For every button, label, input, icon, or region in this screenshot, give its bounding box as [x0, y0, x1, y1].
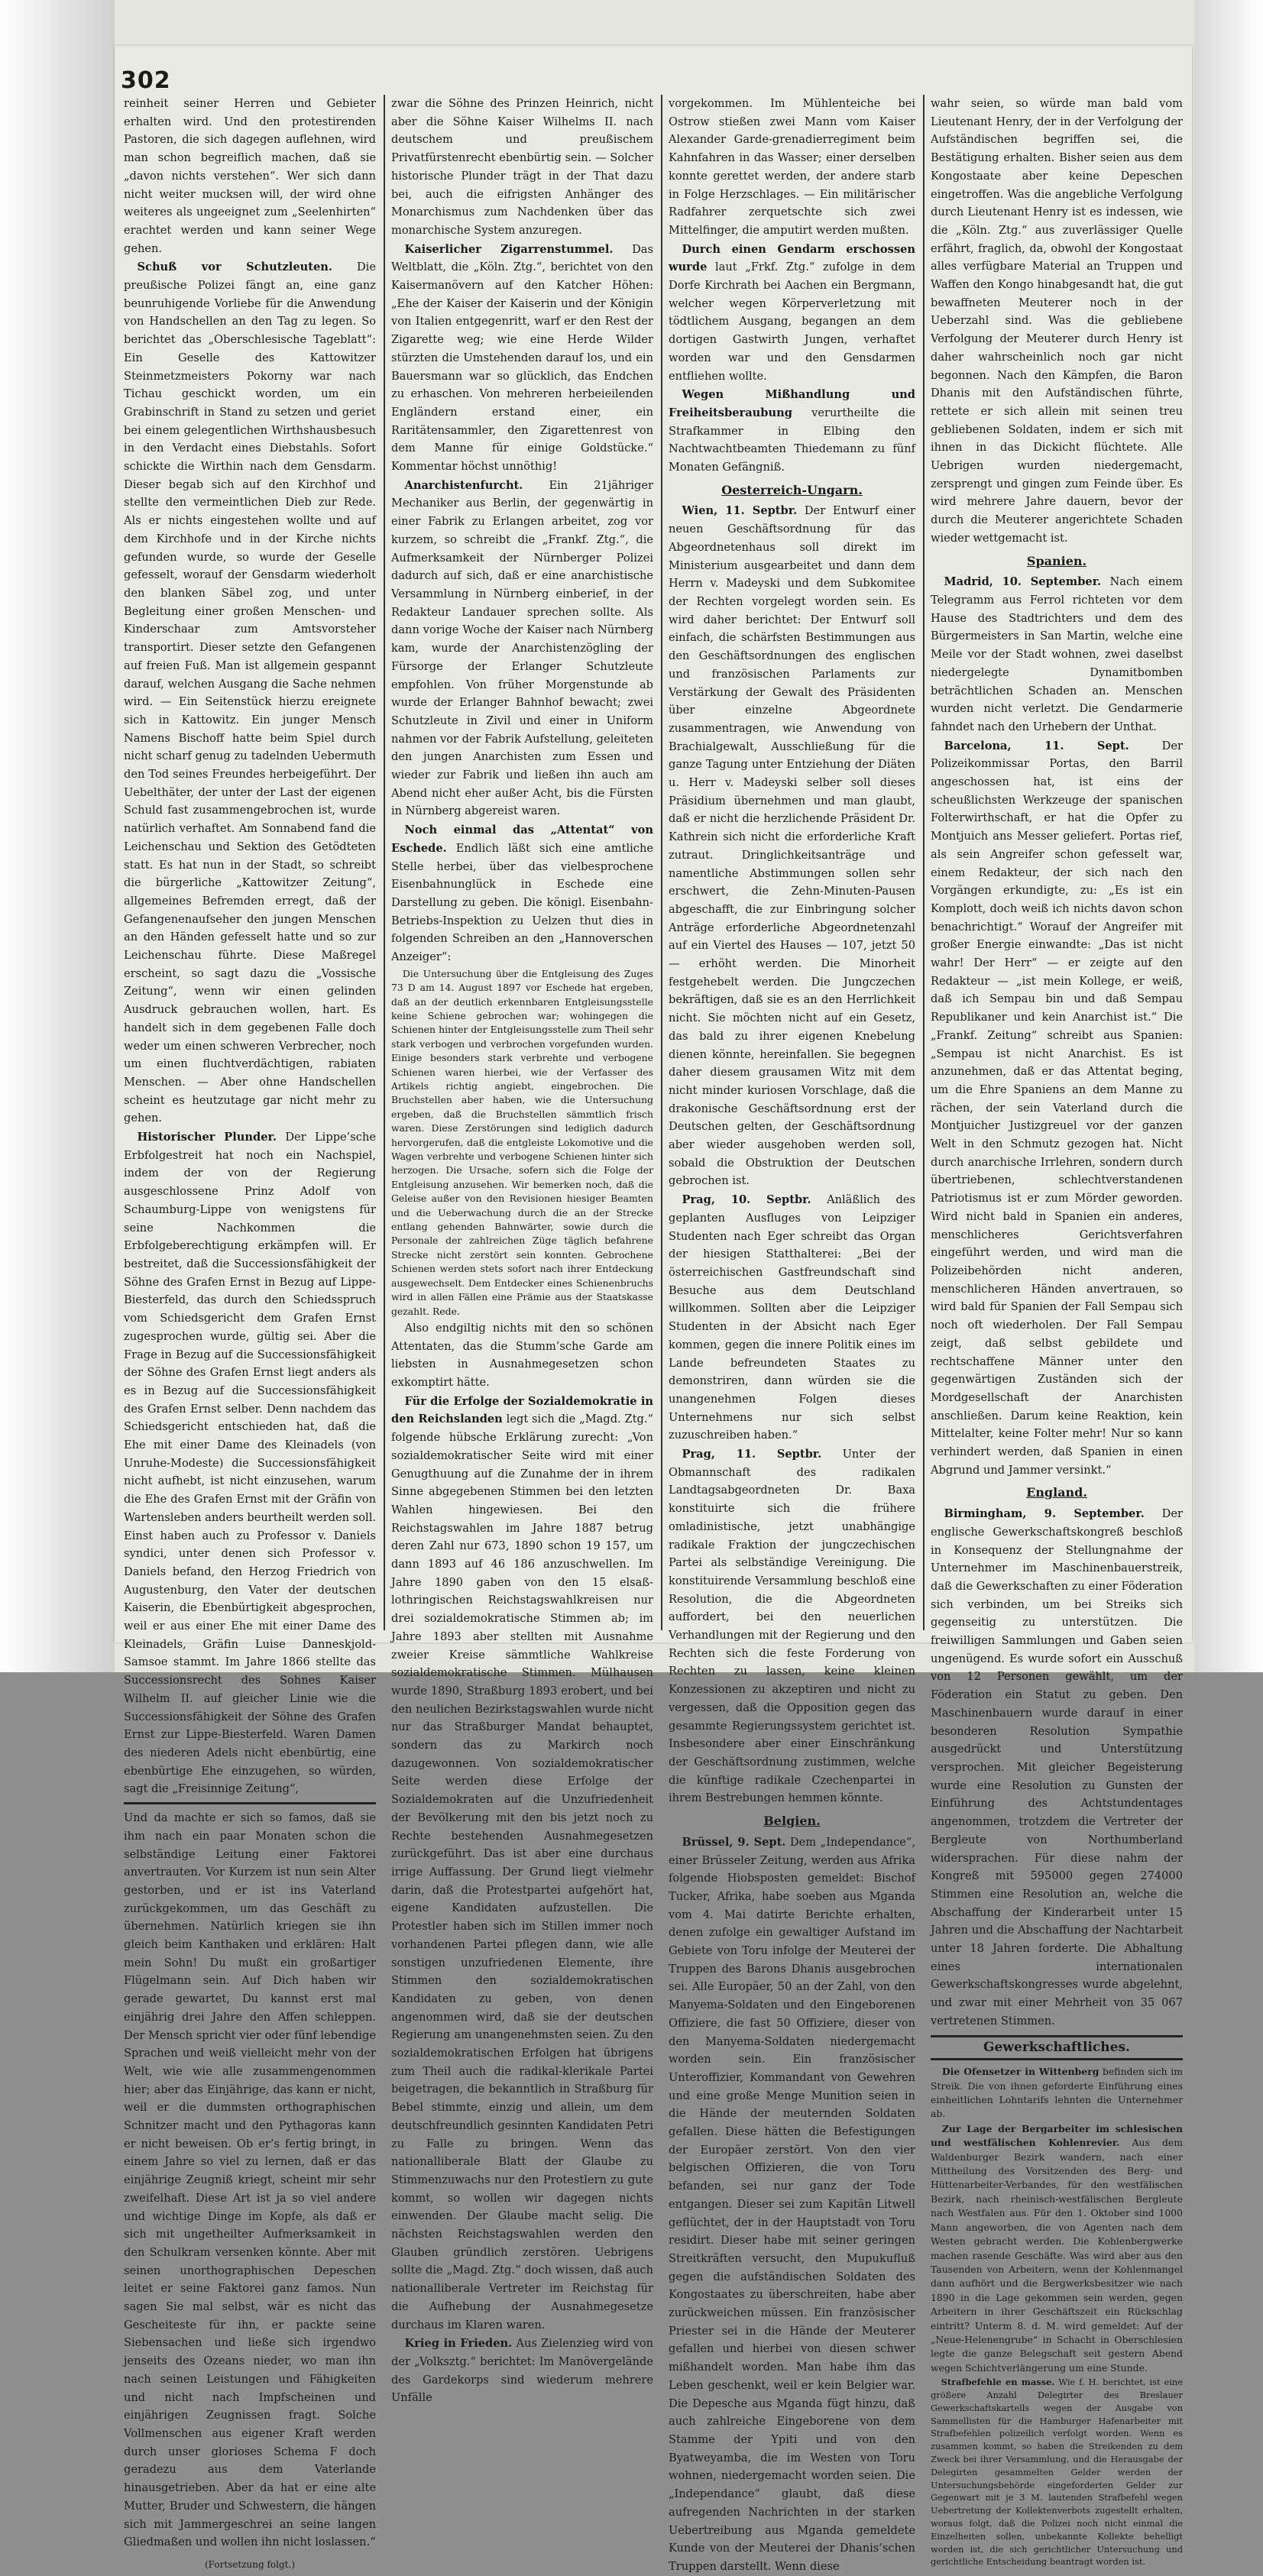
section-heading: England.: [1026, 1485, 1087, 1500]
article-body: Endlich läßt sich eine amtliche Stelle herbei, über das vielbesprochene Eisenbahnunglück in Eschede eine Darstellung zu geben. Die königl. Eisenbahn-Betriebs-Inspektion zu Uelzen thut dies in folgenden Schreiben an den „Hannoverschen Anzeiger“:: [391, 841, 653, 964]
dispatch: [669, 1191, 915, 1445]
article-paragraph: [391, 1393, 653, 2335]
section-heading: Spanien.: [1026, 553, 1087, 568]
paragraph: wahr seien, so würde man bald vom Lieutenant Henry, der in der Verfolgung der Aufständischen begriffen sei, die Bestätigung erhalten. Bisher seien aus dem Kongostaate aber keine Depeschen eingetroffen. Was die angebliche Verfolgung durch Lieutenant Henry ist es indessen, wie die „Köln. Ztg.“ aus zuverlässiger Quelle erfährt, fraglich, da, obwohl der Kongostaat alles verfügbare Material an Truppen und Waffen den Kongo hinabgesandt hat, die gut bewaffneten Meuterer noch in der Ueberzahl sind. Was die gebliebene Verfolgung der Meuterer durch Henry ist daher wahrscheinlich noch gar nicht begonnen. Nach den Kämpfen, die Baron Dhanis mit den Aufständischen führte, rettete er sich allein mit seinen treu gebliebenen Soldaten, indem er sich mit ihnen in das Dickicht flüchtete. Alle Uebrigen wurden niedergemacht, zersprengt und gingen zum Feinde über. Es wird mehrere Jahre dauern, bevor der durch die Meuterer angerichtete Schaden wieder wettgemacht ist.: [931, 97, 1183, 545]
column-rule: [384, 95, 385, 1630]
column-rule: [661, 95, 662, 1630]
item-body: Wie f. H. berichtet, ist eine größere Anzahl Delegirter des Breslauer Gewerkschaftskartells wegen der Ausgabe von Sammellisten für die Hamburger Hafenarbeiter mit Strafbefehlen polizeilich verfolgt worden. Wenn es zusammen kommt, so haben die Streikenden zu dem Zweck bei ihrer Versammlung, und die Herausgabe der Delegirten gesammelten Gelder werden der Untersuchungsbehörde eingeforderten Gelder zur Gegenwart mit je 3 M. lautenden Strafbefehl wegen Uebertretung der Kollektenverbots zugestellt erhalten, woraus folgt, daß die Polizei noch nicht einmal die Einzelheiten sollen, unbekannte Kollekte behelligt worden ist, die sich gerichtlicher Untersuchung und gerichtliche Entscheidung beantragt worden ist.: [931, 2377, 1184, 2568]
quoted-notice: Die Untersuchung über die Entgleisung des Zuges 73 D am 14. August 1897 vor Eschede hat ergeben, daß an der deutlich erkennbaren Entgleisungsstelle keine Schiene gebrochen war; wohingegen die Schienen hinter der Entgleisungsstelle zum Theil sehr stark verbogen und verbrochen vorgefunden wurden. Einige besonders stark verbrehte und verbogene Schienen waren hierbei, wie der Verfasser des Artikels richtig angiebt, eingebrochen. Die Bruchstellen aber haben, wie die Untersuchung ergeben, daß die Bruchstellen sämmtlich frisch waren. Diese Zerstörungen sind lediglich dadurch hervorgerufen, daß die entgleiste Lokomotive und die Wagen verbrehte und verbogene Schienen hinter sich herzogen. Die Ursache, sofern sich die Folge der Entgleisung anzusehen. Wir bemerken noch, daß die Geleise außer von den Revisionen hiesiger Beamten und die Ueberwachung durch die an der Strecke entlang gehenden Bahnwärter, sowie durch die Personale der zahlreichen Züge täglich befahrene Strecke nicht zerstört sein konnten. Gebrochene Schienen werden stets sofort nach ihrer Entdeckung ausgewechselt. Dem Entdecker eines Schienenbruchs wird in allen Fällen eine Prämie aus der Staatskasse gezahlt. Rede.: [391, 967, 653, 1317]
news-item: [931, 2122, 1183, 2375]
article-body: Die preußische Polizei fängt an, eine ganz beunruhigende Vorliebe für die Anwendung von Handschellen an den Tag zu legen. So berichtet das „Oberschlesische Tageblatt“: Ein Geselle des Kattowitzer Steinmetzmeisters Pokorny war nach Tichau geschickt worden, um ein Grabinschrift in Stand zu setzen und geriet bei einem gelegentlichen Wirthshausbesuch in den Verdacht eines Diebstahls. Sofort schickte die Wirthin nach dem Gensdarm. Dieser begab sich auf den Kirchhof und stellte den vermeintlichen Dieb zur Rede. Als er nichts eingestehen wollte und auf dem Kirchhofe und in der Kirche nichts gefunden wurde, so wurde der Geselle gefesselt, worauf der Gensdarm wiederholt den blanken Säbel zog, und unter Begleitung einer großen Menschen- und Kinderschaar zum Amtsvorsteher transportirt. Dieser setzte den Gefangenen auf freien Fuß. Man ist allgemein gespannt darauf, welchen Ausgang die Sache nehmen wird. — Ein Seitenstück hierzu ereignete sich in Kattowitz. Ein junger Mensch Namens Bischoff hatte beim Spiel durch nicht scharf genug zu tadelnden Uebermuth den Tod seines Freundes herbeigeführt. Der Uebelthäter, der unter der Last der eigenen Schuld fast zusammengebrochen ist, wurde natürlich verhaftet. Am Sonnabend fand die Leichenschau und Sektion des Getödteten statt. Es hat nun in der Stadt, so schreibt die bürgerliche „Kattowitzer Zeitung“, allgemeines Befremden erregt, daß der Gefangenenaufseher den jungen Menschen an den Händen gefesselt hatte und so zur Leichenschau führte. Diese Maßregel erscheint, so sagt dazu die „Vossische Zeitung“, wenn wir einen gelinden Ausdruck gebrauchen wollen, hart. Es handelt sich in dem gegebenen Falle doch weder um einen schweren Verbrecher, noch um einen fluchtverdächtigen, rabiaten Menschen. — Aber ohne Handschellen scheint es heutzutage gar nicht mehr zu gehen.: [124, 261, 376, 1125]
article-body: Ein 21jähriger Mechaniker aus Berlin, der gegenwärtig in einer Fabrik zu Erlangen arbeitet, zog vor kurzem, so schreibt die „Frankf. Ztg.“, die Aufmerksamkeit der Nürnberger Polizei dadurch auf sich, daß er eine anarchistische Versammlung in Nürnberg einberief, in der Redakteur Landauer sprechen sollte. Als dann vorige Woche der Kaiser nach Nürnberg kam, wurde der Anarchistenzögling der Fürsorge der Erlanger Schutzleute empfohlen. Von früher Morgenstunde ab wurde der Erlanger Bahnhof bewacht; zwei Schutzleute in Zivil und einer in Uniform nahmen vor der Fabrik Aufstellung, geleiteten den jungen Anarchisten zum Essen und wieder zur Fabrik und ließen ihn auch am Abend nicht eher außer Acht, bis die Fürsten in Nürnberg abgereist waren.: [391, 478, 653, 818]
dateline: Barcelona, 11. Sept.: [944, 739, 1129, 752]
item-headline: Zur Lage der Bergarbeiter im schlesischen und westfälischen Kohlenrevier.: [931, 2122, 1183, 2149]
dispatch: [931, 737, 1183, 1480]
dispatch-body: Der Entwurf einer neuen Geschäftsordnung für das Abgeordnetenhaus soll direkt im Ministerium ausgearbeitet und dann dem Herrn v. Madeyski und dem Subkomitee der Rechten vorgelegt worden sein. Es wird daher berichtet: Der Entwurf soll einfach, die schärfsten Bestimmungen aus den Geschäftsordnungen des englischen und französischen Parlaments zur Verstärkung der Gewalt des Präsidenten über einzelne Abgeordnete zusammentragen, wie Anwendung von Brachialgewalt, Ausschließung für die ganze Tagung unter Entziehung der Diäten u. Herr v. Madeyski selber soll dieses Präsidium übernehmen und man glaubt, daß er nicht die herzlichende Präsident Dr. Kathrein sich nicht die erforderliche Kraft zutraut. Dringlichkeitsanträge und namentliche Abstimmungen sollen sehr erschwert, die Zehn-Minuten-Pausen abgeschafft, die zur Einbringung solcher Anträge erforderliche Abgeordnetenzahl auf ein Viertel des Hauses — 107, jetzt 50 — erhöht werden. Die Minorheit festgehebelt werden. Die Jungczechen bekräftigen, daß sie es an den Herrlichkeit nicht. Sie möchten nicht auf ein Gesetz, das bald zu ihrer eigenen Knebelung dienen könnte, hereinfallen. Sie begegnen daher diesem grausamen Witz mit dem nicht minder kuriosen Vorschlage, daß die drakonische Geschäftsordnung erst der Deutschen gelten, der Geschäftsordnung aber wieder ausgehoben werden soll, sobald die Obstruktion der Deutschen gebrochen ist.: [669, 504, 916, 1188]
article-body: verurtheilte die Strafkammer in Elbing den Nachtwachtbeamten Thiedemann zu fünf Monaten Gefängniß.: [669, 406, 915, 474]
article-paragraph: [391, 2335, 653, 2407]
item-body: befinden sich im Streik. Die von ihnen geforderte Einführung eines einheitlichen Lohntarifs lehnten die Unternehmer ab.: [931, 2066, 1183, 2120]
dateline: Wien, 11. Septbr.: [682, 504, 798, 518]
article-body: legt sich die „Magd. Ztg.“ folgende hübsche Erklärung zurecht: „Von sozialdemokratischer Seite wird mit einer Genugthuung auf die Zunahme der in ihrem Sinne abgegebenen Stimmen bei den letzten Wahlen hingewiesen. Bei den Reichstagswahlen im Jahre 1887 betrug deren Zahl nur 673, 1890 schon 19 157, um dann 1893 auf 46 186 anzuschwellen. Im Jahre 1890 gaben von den 15 elsaß-lothringischen Reichstagswahlkreisen nur drei sozialdemokratische Stimmen ab; im Jahre 1893 aber stellten mit Ausnahme zweier Kreise sämmtliche Wahlkreise sozialdemokratische Stimmen. Mülhausen wurde 1890, Straßburg 1893 erobert, und bei den neulichen Bezirkstagswahlen wurde nicht nur das Straßburger Mandat behauptet, sondern das zu Markirch noch dazugewonnen. Von sozialdemokratischer Seite werden diese Erfolge der Sozialdemokraten auf die Unzufriedenheit der Bevölkerung mit den bis jetzt noch zu Rechte bestehenden Ausnahmegesetzen zurückgeführt. Das ist aber eine durchaus irrige Auffassung. Der Grund liegt vielmehr darin, daß die Protestpartei aufgehört hat, eigene Kandidaten aufzustellen. Die Protestler haben sich im Stillen immer noch vorhandenen Partei pflegen dann, wie alle sonstigen unzufriedenen Elemente, ihre Stimmen den sozialdemokratischen Kandidaten zu geben, von denen angenommen wird, daß sie der deutschen Regierung am unangenehmsten seien. Zu den sozialdemokratischen Erfolgen hat übrigens zum Theil auch die radikal-klerikale Partei beigetragen, die bekanntlich in Straßburg für Bebel stimmte, einzig und allein, um dem deutschfreundlich gesinnten Kandidaten Petri zu Falle zu bringen. Wenn das nationalliberale Blatt der Glaube zu Stimmenzuwachs nur den Protestlern zu gute kommt, so wollen wir dagegen nichts einwenden. Der Glaube macht selig. Die nächsten Reichstagswahlen werden den Glauben gründlich zerstören. Uebrigens sollte die „Magd. Ztg.“ doch wissen, daß auch nationalliberale Vertreter im Reichstag für die Aufhebung der Ausnahmegesetze durchaus im Klaren waren.: [391, 1413, 654, 2332]
article-headline: Noch einmal das „Attentat“ von Eschede.: [391, 824, 653, 855]
article-body: Der Lippe’sche Erbfolgestreit hat noch ein Nachspiel, indem der von der Regierung ausgeschlossene Prinz Adolf von Schaumburg-Lippe von wenigstens für seine Nachkommen die Erbfolgeberechtigung erkämpfen will. Er bestreitet, daß die Successionsfähigkeit der Söhne des Grafen Ernst in Bezug auf Lippe-Biesterfeld, das durch den Schiedsspruch vom Schiedsgericht dem Grafen Ernst zugesprochen wurde, gültig sei. Aber die Frage in Bezug auf die Successionsfähigkeit der Söhne des Grafen Ernst liegt anders als es in Bezug auf die Successionsfähigkeit des Grafen Ernst selber. Denn nachdem das Schiedsgericht entschieden hat, daß die Ehe mit einer Dame des Kleinadels (von Unruhe-Modeste) die Successionsfähigkeit nicht aufhebt, ist nicht einzusehen, warum die Ehe des Grafen Ernst mit der Gräfin von Wartensleben anders beurtheilt werden soll. Einst haben auch zu Professor v. Daniels syndici, unter denen sich Professor v. Daniels befand, den Herzog Friedrich von Augustenburg, den Vater der deutschen Kaiserin, die Ebenbürtigkeit abgesprochen, weil er aus einer Ehe mit einer Dame des Kleinadels, Gräfin Luise Danneskjold-Samsoe stammt. Im Jahre 1866 stellte das Successionsrecht des Sohnes Kaiser Wilhelm II. auf gleicher Linie wie die Successionsfähigkeit der Söhne des Grafen Ernst zur Lippe-Biesterfeld. Waren Damen des niederen Adels nicht ebenbürtig, eine ebenbürtige Ehe einzugehen, so würden, sagt die „Freisinnige Zeitung“,: [124, 1131, 377, 1796]
article-headline: Schuß vor Schutzleuten.: [137, 261, 332, 274]
dispatch: [669, 1833, 915, 2576]
item-body: Aus dem Waldenburger Bezirk wandern, nach einer Mittheilung des Vorsitzenden des Berg- und Hüttenarbeiter-Verbandes, für den westfälischen Bezirk, nach rheinisch-westfälischen Bergleute nach Westfalen aus. Für den 1. Oktober sind 1000 Mann angeworben, die von Agenten nach dem Westen gebracht werden. Die Kohlenbergwerke machen rasende Geschäfte. Was wird aber aus den Tausenden von Arbeitern, wenn der Kohlenmangel dann aufhört und die Bergwerksbesitzer wie nach 1890 in die Lage gekommen sein werden, gegen Arbeitern in ihrer Geschäftszeit ein Rückschlag eintritt? Unterm 8. d. M. wird gemeldet: Auf der „Neue-Helenengrube“ in Schacht in Oberschlesien legte die ganze Belegschaft seit gestern Abend wegen Schichtverlängerung um eine Stunde.: [931, 2137, 1183, 2374]
dispatch-body: Dem „Independance“, einer Brüsseler Zeitung, werden aus Afrika folgende Hiobsposten gemeldet: Bischof Tucker, Afrika, habe soeben aus Mganda vom 4. Mai datirte Berichte erhalten, denen zufolge ein gewaltiger Aufstand im Gebiete von Toru infolge der Meuterei der Truppen des Barons Dhanis ausgebrochen sei. Alle Europäer, 50 an der Zahl, von den Manyema-Soldaten und den Eingeborenen Offiziere, die fast 50 Offiziere, dieser von den Manyema-Soldaten niedergemacht worden sein. Ein französischer Unteroffizier, Kommandant von Gewehren und eine große Menge Munition seien in die Hände der meuternden Soldaten gefallen. Diese hätten die Befestigungen der Europäer zerstört. Von den vier belgischen Offizieren, die von Toru befanden, sei nur ganz der Tode entgangen. Dieser sei zum Kapitän Litwell geflüchtet, der in der Hauptstadt von Toru residirt. Dieser habe mit seiner geringen Streitkräften versucht, den Mupukufluß gegen die aufständischen Soldaten des Kongostaates zu überschreiten, habe aber zurückweichen müssen. Ein französischer Priester sei in die Hände der Meuterer gefallen und hierbei von diesen schwer mißhandelt worden. Man habe ihm das Leben geschenkt, weil er kein Belgier war. Die Depesche aus Mganda fügt hinzu, daß auch zahlreiche Eingeborene von dem Stamme der Ypiti und von den Byatweyamba, die im Westen von Toru wohnen, niedergemacht worden seien. Die „Independance“ glaubt, daß diese aufregenden Nachrichten in der starken Uebertreibung aus Mganda gemeldete Kunde von der Meuterei der Dhanis’schen Truppen darstellt. Wenn diese: [669, 1835, 915, 2573]
column-2: [391, 95, 654, 2405]
column-1: [124, 95, 377, 2570]
news-item: [931, 2376, 1183, 2568]
column-4: [931, 95, 1184, 2568]
article-body: Das Weltblatt, die „Köln. Ztg.“, berichtet von den Kaisermanövern auf den Katcher Höhen: „Ehe der Kaiser der Kaiserin und der Königin von Italien entgegenritt, warf er den Rest der Zigarette weg; wie eine Herde Wilder stürzten die Umstehenden darauf los, und ein Bauersmann war so glücklich, das Endchen zu erhaschen. Von mehreren herbeieilenden Engländern erstand einer, ein Raritätensammler, den Zigarettenrest von dem Manne für einige Goldstücke.“ Kommentar höchst unnöthig!: [391, 242, 653, 474]
dateline: Prag, 11. Septbr.: [682, 1448, 822, 1461]
section-heading-boxed: Gewerkschaftliches.: [931, 2035, 1183, 2061]
dateline: Madrid, 10. September.: [944, 575, 1102, 589]
article-headline: Historischer Plunder.: [137, 1131, 277, 1144]
divider: [124, 1802, 376, 1804]
section-heading: Oesterreich-Ungarn.: [721, 482, 863, 497]
dispatch: [669, 502, 915, 1190]
article-paragraph: Also endgiltig nichts mit den so schönen Attentaten, das die Stumm’sche Garde am liebsten in Ausnahmegesetzen schon exkomptirt hätte.: [391, 1321, 653, 1390]
dispatch: [931, 1505, 1183, 2030]
book-edge-right: [1194, 0, 1263, 1672]
article-paragraph: [669, 241, 915, 386]
article-paragraph: [391, 241, 653, 476]
article-paragraph: [391, 477, 653, 820]
dispatch-body: Der englische Gewerkschaftskongreß beschloß in Konsequenz der Stellungnahme der Unternehmer im Maschinenbauerstreik, daß die Gewerkschaften zu einer Föderation sich verbinden, um bei Streiks sich gegenseitig zu unterstützen. Die freiwilligen Sammlungen und Gaben seien ungenügend. Es wurde sofort ein Ausschuß von 12 Personen gewählt, um der Föderation ein Statut zu geben. Den Maschinenbauern wurde darauf in einer besonderen Resolution Sympathie ausgedrückt und Unterstützung versprochen. Mit gleicher Begeisterung wurde eine Resolution zu Gunsten der Einführung des Achtstundentages angenommen, trotzdem die Vertreter der Bergleute von Northumberland widersprachen. Für diese nahm der Kongreß mit 595000 gegen 274000 Stimmen eine Resolution an, welche die Abschaffung der Kinderarbeit unter 15 Jahren und die Abschaffung der Nachtarbeit unter 18 Jahren forderte. Die Abhaltung eines internationalen Gewerkschaftskongresses wurde abgelehnt, und zwar mit einer Mehrheit von 35 067 vertretenen Stimmen.: [931, 1507, 1183, 2027]
dispatch-body: Nach einem Telegramm aus Ferrol richteten vor dem Hause des Stadtrichters und dem des Bürgermeisters in San Martin, welche eine Meile vor der Stadt wohnen, zwei daselbst niedergelegte Dynamitbomben beträchtlichen Schaden an. Menschen wurden nicht verletzt. Die Gendarmerie fahndet nach den Urhebern der Unthat.: [931, 575, 1183, 733]
article-headline: Krieg in Frieden.: [404, 2337, 513, 2351]
article-body: Aus Zielenzieg wird von der „Volksztg.“ berichtet: Im Manövergelände des Gardekorps sind wiederum mehrere Unfälle: [391, 2337, 654, 2405]
article-paragraph: [391, 821, 653, 966]
column-3: [669, 95, 916, 2573]
item-headline: Strafbefehle en masse.: [941, 2377, 1055, 2388]
dateline: Brüssel, 9. Sept.: [682, 1835, 786, 1849]
dispatch: [669, 1445, 915, 1807]
paragraph: vorgekommen. Im Mühlenteiche bei Ostrow stießen zwei Mann vom Kaiser Alexander Garde-grenadierregiment beim Kahnfahren in das Wasser; einer derselben konnte gerettet werden, der andere starb in Folge Herzschlages. — Ein militärischer Radfahrer zerquetschte sich zwei Mittelfinger, die amputirt werden mußten.: [669, 97, 915, 237]
page-number: 302: [121, 67, 171, 94]
article-paragraph: [124, 1128, 376, 1798]
article-headline: Kaiserlicher Zigarrenstummel.: [404, 242, 614, 256]
dispatch-body: Unter der Obmannschaft des radikalen Landtagsabgeordneten Dr. Baxa konstituirte sich die frühere omladinistische, jetzt unabhängige radikale Fraktion der jungczechischen Partei als selbständige Vereinigung. Die konstituirende Versammlung beschloß eine Resolution, die die Abgeordneten auffordert, bei den neuerlichen Verhandlungen mit der Regierung und den Rechten sich die feste Forderung von Rechten zu lassen, keine kleinen Konzessionen zu akzeptiren und nicht zu vergessen, daß die Opposition gegen das gesammte Regierungssystem gerichtet ist. Insbesondere aber einer Einschränkung der Geschäftsordnung zustimmen, welche die künftige radikale Czechenpartei in ihrem Bestrebungen hemmen könnte.: [669, 1448, 916, 1805]
book-gutter-left: [0, 0, 115, 1672]
feuilleton-paragraph: Und da machte er sich so famos, daß sie ihm nach ein paar Monaten schon die selbständige Leitung einer Faktorei anvertrauten. Vor Kurzem ist nun sein Alter gestorben, und er ist ins Vaterland zurückgekommen, um das Geschäft zu übernehmen. Natürlich kriegen sie ihn gleich beim Kanthaken und erklären: Halt mein Sohn! Du mußt ein großartiger Flügelmann sein. Auf Dich haben wir gerade gewartet, Du kannst erst mal einjährig drei Jahre den Affen schleppen. Der Mensch spricht vier oder fünf lebendige Sprachen und weiß vielleicht mehr von der Welt, wie wie alle zusammengenommen hier; aber das Einjährige, das kann er nicht, weil er die dummsten orthographischen Schnitzer macht und den Pythagoras kann er nicht beweisen. Ob er’s fertig bringt, in einem Jahre so viel zu lernen, daß er das einjährige Zeugniß kriegt, scheint mir sehr zweifelhaft. Diese Art ist ja so viel andere und wichtige Dinge im Kopfe, als daß er sich mit ungetheilter Aufmerksamkeit in den Schulkram versenken könnte. Aber mit seinen unorthographischen Depeschen leitet er seine Faktorei ganz famos. Nun sagen Sie mal selbst, wär es nicht das Gescheiteste für ihn, er packte seine Siebensachen und ließe sich irgendwo jenseits des Ozeans nieder, wo man ihn nach seinen Leistungen und Fähigkeiten und nicht nach Impfscheinen und einjährigen Zeugnissen fragt. Solche Vollmenschen aus eigener Kraft werden durch unser glorioses Schema F doch geradezu aus dem Vaterlande hinausgetrieben. Aber da hat er eine alte Mutter, Bruder und Schwestern, die hängen sich mit Jammergeschrei an seine langen Gliedmaßen und wollen ihn nicht loslassen.“: [124, 1811, 376, 2549]
news-item: [931, 2065, 1183, 2121]
dispatch-body: Der Polizeikommissar Portas, den Barril angeschossen hat, ist eins der scheußlichsten Werkzeuge der spanischen Folterwirthschaft, er hat die Opfer zu Montjuich ans Messer geliefert. Portas rief, als sein Angreifer schon gefesselt war, einem Redakteur, der sich nach den Vorgängen erkundigte, zu: „Es ist ein Komplott, doch weiß ich nichts davon schon benachrichtigt.“ Worauf der Angreifer mit großer Energie einwandte: „Das ist nicht wahr! Der Herr“ — er zeigte auf den Redakteur — „ist mein Kollege, er weiß, daß ich Sempau bin und daß Sempau Republikaner und kein Anarchist ist.“ Die „Frankf. Zeitung“ schreibt aus Spanien: „Sempau ist nicht Anarchist. Es ist anzunehmen, daß er das Attentat beging, um die Ehre Spaniens an dem Manne zu rächen, der sein Vaterland durch die Montjuicher Justizgreuel vor der ganzen Welt in den Schmutz gezogen hat. Nicht durch anarchische Irrlehren, sondern durch übertriebenen, schlechtverstandenen Patriotismus ist er zum Mörder geworden. Wird nicht bald in Spanien ein anderes, menschlicheres Gerichtsverfahren eingeführt werden, und wird man die Polizeibehörden nicht anderen, menschlicheren Händen anvertrauen, so wird bald für Spanien der Fall Sempau sich noch oft wiederholen. Der Fall Sempau zeigt, daß selbst gebildete und rechtschaffene Männer unter den gegenwärtigen Zuständen sich der Mordgesellschaft der Anarchisten anschließen. Darum keine Reaktion, kein Mittelalter, keine Folter mehr! Nur so kann verhindert werden, daß Spanien in einen Abgrund und Jammer versinkt.“: [931, 739, 1183, 1477]
dateline: Birmingham, 9. September.: [944, 1507, 1145, 1521]
paragraph: zwar die Söhne des Prinzen Heinrich, nicht aber die Söhne Kaiser Wilhelms II. nach deutschem und preußischem Privatfürstenrecht ebenbürtig sein. — Solcher historische Plunder trägt in der That dazu bei, auch die eifrigsten Anhänger des Monarchismus zum Nachdenken über das monarchische System anzuregen.: [391, 97, 653, 237]
dispatch: [931, 573, 1183, 736]
article-paragraph: [124, 258, 376, 1128]
dispatch-body: Anläßlich des geplanten Ausfluges von Leipziger Studenten nach Eger schreibt das Organ der hiesigen Statthalterei: „Bei der österreichischen Gastfreundschaft sind Besuche aus dem Deutschland willkommen. Sollten aber die Leipziger Studenten in der Absicht nach Eger kommen, gegen die innere Politik eines im Lande befreundeten Staates zu demonstriren, dann würden sie die unangenehmen Folgen dieses Unternehmens nur sich selbst zuzuschreiben haben.“: [669, 1193, 915, 1442]
dateline: Prag, 10. Septbr.: [682, 1193, 811, 1207]
item-headline: Die Ofensetzer in Wittenberg: [941, 2066, 1099, 2078]
article-headline: Für die Erfolge der Sozialdemokratie in den Reichslanden: [391, 1394, 653, 1426]
article-body: laut „Frkf. Ztg.“ zufolge in dem Dorfe Kirchrath bei Aachen ein Bergmann, welcher wegen Körperverletzung mit tödtlichem Ausgang, begangen an dem dortigen Gastwirth Jungen, verhaftet worden war und den Gensdarmen entfliehen wollte.: [669, 261, 915, 383]
article-headline: Durch einen Gendarm erschossen wurde: [669, 242, 915, 274]
section-heading: Belgien.: [763, 1814, 821, 1829]
article-headline: Anarchistenfurcht.: [404, 478, 523, 492]
column-rule: [923, 95, 925, 1630]
paragraph: reinheit seiner Herren und Gebieter erhalten wird. Und den protestirenden Pastoren, die sich dagegen auflehnen, wird man schon begreiflich machen, daß sie „davon nichts verstehen“. Wer sich dann nicht weiter mucksen will, der wird ohne weiteres als ungeeignet zum „Seelenhirten“ erachtet werden und kann seiner Wege gehen.: [124, 97, 376, 255]
article-paragraph: [669, 386, 915, 477]
article-headline: Wegen Mißhandlung und Freiheitsberaubung: [669, 388, 915, 419]
continuation-note: (Fortsetzung folgt.): [205, 2558, 295, 2570]
